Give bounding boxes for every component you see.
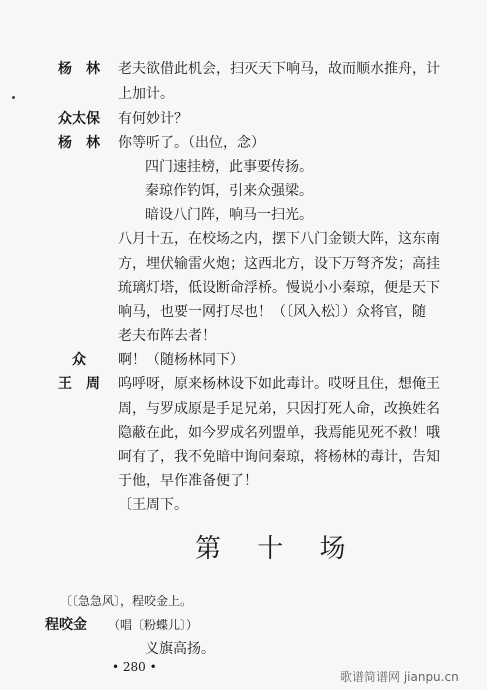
- dialogue-line: 你等听了。（出位，念）: [118, 135, 265, 151]
- speaker-label: 杨 林: [58, 135, 100, 151]
- scene-title: 第 十 场: [195, 534, 360, 564]
- verse-line: 暗设八门阵，响马一扫光。: [145, 207, 313, 223]
- margin-mark: [12, 96, 15, 99]
- verse-line: 四门速挂榜，此事要传扬。: [145, 159, 313, 175]
- dialogue-line: 老夫欲借此机会，扫灭天下响马，故而顺水推舟，计: [118, 61, 440, 77]
- speaker-label: 众太保: [58, 111, 100, 127]
- dialogue-line: 隐蔽在此，如今罗成名列盟单，我焉能见死不救！哦: [118, 425, 440, 441]
- speaker-label: 杨 林: [58, 61, 100, 77]
- speaker-label: 王 周: [58, 376, 100, 392]
- dialogue-line: 有何妙计？: [118, 111, 188, 127]
- page-number: • 280 •: [112, 660, 157, 674]
- dialogue-line: 上加计。: [118, 86, 174, 102]
- speaker-label: 众: [72, 352, 86, 368]
- dialogue-line: 方，埋伏输雷火炮；这西北方，设下万弩齐发；高挂: [118, 256, 440, 272]
- watermark: 歌谱简谱网 jianpu.cn: [340, 670, 459, 684]
- dialogue-line: 老夫布阵去者！: [118, 328, 216, 344]
- stage-direction: 〔〔急急风〕，程咬金上。: [60, 594, 193, 608]
- dialogue-line: 啊！（随杨林同下）: [118, 352, 244, 368]
- verse-line: 义旗高扬。: [145, 641, 215, 657]
- aria-direction: （唱〔粉蝶儿〕）: [108, 618, 199, 632]
- dialogue-line: 于他，早作准备便了！: [118, 473, 258, 489]
- dialogue-line: 呵有了，我不免暗中询问秦琼，将杨林的毒计，告知: [118, 449, 440, 465]
- dialogue-line: 呜呼呀，原来杨林设下如此毒计。哎呀且住，想俺王: [118, 376, 440, 392]
- verse-line: 秦琼作钓饵，引来众强梁。: [145, 183, 313, 199]
- dialogue-line: 周，与罗成原是手足兄弟，只因打死人命，改换姓名: [118, 401, 440, 417]
- stage-direction: 〔王周下。: [118, 497, 188, 513]
- dialogue-line: 八月十五，在校场之内，摆下八门金锁大阵，这东南: [118, 231, 440, 247]
- dialogue-line: 琉璃灯塔，低设断命浮桥。慢说小小秦琼，便是天下: [118, 280, 440, 296]
- dialogue-line: 响马，也要一网打尽也！（〔风入松〕）众将官，随: [118, 304, 426, 320]
- speaker-label: 程咬金: [45, 617, 87, 633]
